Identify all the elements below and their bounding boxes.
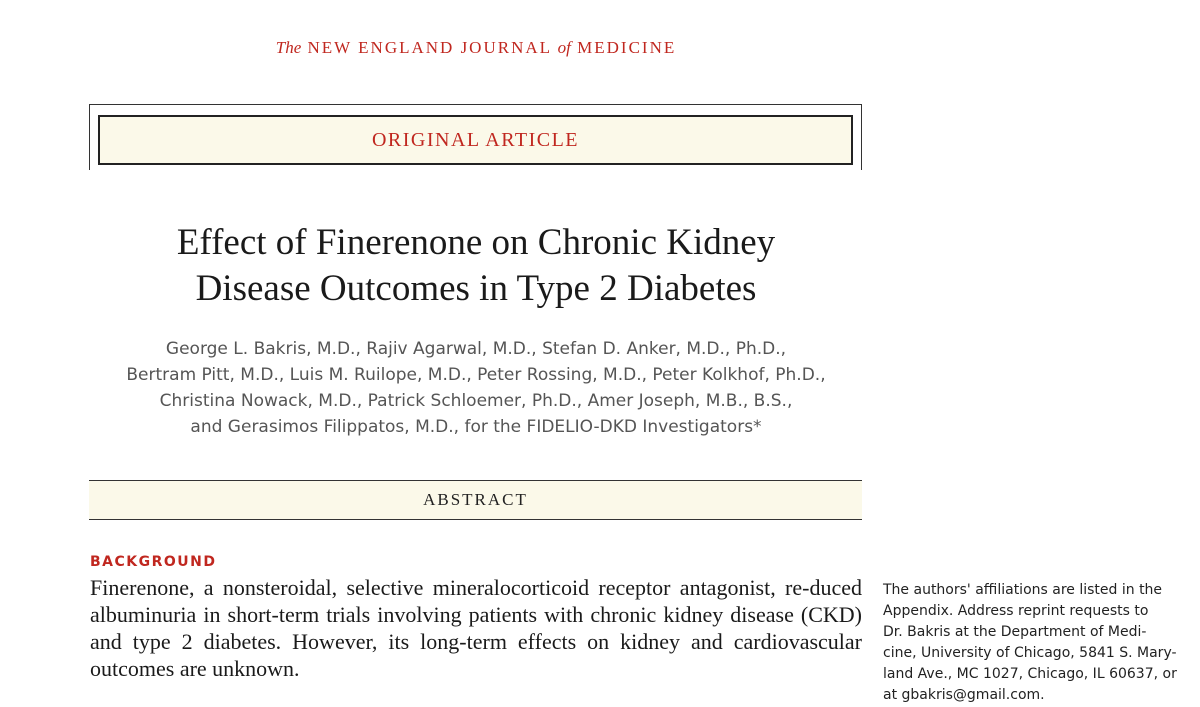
title-line-1: Effect of Finerenone on Chronic Kidney xyxy=(176,222,776,263)
authors-line-2: Bertram Pitt, M.D., Luis M. Ruilope, M.D., Peter Rossing, M.D., Peter Kolkhof, Ph.D., xyxy=(126,365,826,385)
article-type-label: ORIGINAL ARTICLE xyxy=(371,128,580,151)
affiliations-line-2: Appendix. Address reprint requests to xyxy=(883,603,1149,619)
affiliations-line-1: The authors' affiliations are listed in the xyxy=(883,582,1163,598)
affiliations-line-6: at gbakris@gmail.com. xyxy=(883,687,1045,703)
article-type-frame xyxy=(89,104,862,170)
affiliations-line-4: cine, University of Chicago, 5841 S. Mary- xyxy=(883,645,1177,661)
authors-line-4: and Gerasimos Filippatos, M.D., for the FIDELIO-DKD Investigators* xyxy=(190,417,762,437)
author-list xyxy=(90,336,862,440)
masthead-journal-name: NEW ENGLAND JOURNAL xyxy=(307,38,552,57)
abstract-header-bar xyxy=(89,480,862,520)
masthead-of: of xyxy=(557,38,571,57)
background-heading: BACKGROUND xyxy=(90,554,217,570)
affiliations-line-3: Dr. Bakris at the Department of Medi- xyxy=(883,624,1147,640)
title-line-2: Disease Outcomes in Type 2 Diabetes xyxy=(195,268,757,309)
masthead-medicine: MEDICINE xyxy=(577,38,677,57)
background-text: Finerenone, a nonsteroidal, selective mineralocorticoid receptor antagonist, re-duced albuminuria in short-term trials involving patients with chronic kidney disease (CKD) and type 2 diabetes. However, its long-term effects on kidney and cardiovascular outcomes are unknown. xyxy=(90,575,862,681)
authors-line-1: George L. Bakris, M.D., Rajiv Agarwal, M.D., Stefan D. Anker, M.D., Ph.D., xyxy=(165,339,787,359)
author-affiliations-note xyxy=(883,580,1179,706)
authors-line-3: Christina Nowack, M.D., Patrick Schloemer, Ph.D., Amer Joseph, M.B., B.S., xyxy=(159,391,793,411)
journal-masthead xyxy=(90,38,862,58)
masthead-the: The xyxy=(275,38,302,57)
affiliations-line-5: land Ave., MC 1027, Chicago, IL 60637, or xyxy=(883,666,1177,682)
article-title xyxy=(90,220,862,312)
article-type-box xyxy=(98,115,853,165)
abstract-label: ABSTRACT xyxy=(423,490,528,509)
